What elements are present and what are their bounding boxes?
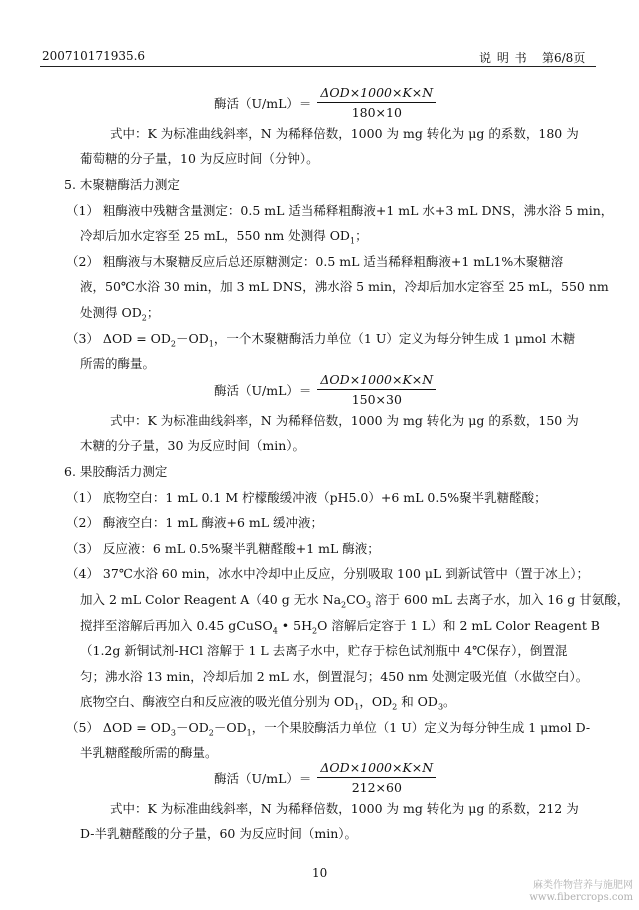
section-6-step-4-line-4: （1.2g 新铜试剂-HCl 溶解于 1 L 去离子水中，贮存于棕色试剂瓶中 4℃保存），倒置混 <box>80 643 568 658</box>
fraction-bar <box>317 102 436 103</box>
formula-denominator: 212×60 <box>351 780 402 795</box>
note-2-line-1: 式中：K 为标准曲线斜率，N 为稀释倍数，1000 为 mg 转化为 μg 的系数，150 为 <box>110 413 579 428</box>
watermark-site-name: 麻类作物营养与施肥网 <box>533 880 633 891</box>
section-6-step-4-line-1: （4） 37℃水浴 60 min，冰水中冷却中止反应，分别吸取 100 μL 到新试管中（置于冰上）； <box>66 566 590 581</box>
section-6-step-3: （3） 反应液：6 mL 0.5%聚半乳糖醛酸+1 mL 酶液； <box>66 541 380 556</box>
formula-denominator: 180×10 <box>351 105 402 120</box>
section-6-step-4-line-6: 底物空白、酶液空白和反应液的吸光值分别为 $OD_1$，$OD_2$ 和 $OD_3$。 <box>80 694 456 712</box>
note-2-line-2: 木糖的分子量，30 为反应时间（min）。 <box>80 438 306 453</box>
watermark-url: www.fibercrops.com <box>529 892 633 903</box>
enzyme-activity-formula-1 <box>214 85 436 120</box>
section-5-step-2-line-2: 液，50℃水浴 30 min，加 3 mL DNS，沸水浴 5 min，冷却后加水定容至 25 mL，550 nm <box>80 279 609 294</box>
formula-denominator: 150×30 <box>351 392 402 407</box>
page-number: 10 <box>312 866 328 880</box>
enzyme-activity-formula-3 <box>214 760 436 795</box>
section-5-step-3-line-1: （3） $\Delta OD = OD_2-OD_1$，一个木聚糖酶活力单位（1 U）定义为每分钟生成 1 μmol 木糖 <box>66 331 576 349</box>
section-6-step-2: （2） 酶液空白：1 mL 酶液+6 mL 缓冲液； <box>66 515 324 530</box>
fraction-bar <box>317 389 436 390</box>
formula-label: 酶活（U/mL）＝ <box>214 770 312 786</box>
formula-fraction <box>317 85 436 120</box>
section-6-title: 6. 果胶酶活力测定 <box>64 464 168 479</box>
note-1-line-2: 葡萄糖的分子量，10 为反应时间（分钟）。 <box>80 151 319 166</box>
formula-numerator: ΔOD×1000×K×N <box>320 85 434 100</box>
enzyme-activity-formula-2 <box>214 372 436 407</box>
note-1-line-1: 式中：K 为标准曲线斜率，N 为稀释倍数，1000 为 mg 转化为 μg 的系数，180 为 <box>110 126 579 141</box>
section-5-title: 5. 木聚糖酶活力测定 <box>64 177 180 192</box>
section-5-step-1-line-1: （1） 粗酶液中残糖含量测定：0.5 mL 适当稀释粗酶液+1 mL 水+3 mL DNS，沸水浴 5 min， <box>66 203 614 218</box>
document-id: 200710171935.6 <box>42 49 146 63</box>
note-3-line-2: D-半乳糖醛酸的分子量，60 为反应时间（min）。 <box>80 826 358 841</box>
fraction-bar <box>317 777 436 778</box>
document-type: 说 明 书 <box>479 51 528 65</box>
section-5-step-2-line-3: 处测得 $OD_2$； <box>80 305 160 323</box>
section-5-step-1-line-2: 冷却后加水定容至 25 mL，550 nm 处测得 $OD_1$； <box>80 228 368 246</box>
site-watermark <box>529 880 633 904</box>
page-indicator: 第6/8页 <box>542 51 586 65</box>
formula-numerator: ΔOD×1000×K×N <box>320 372 434 387</box>
formula-fraction <box>317 760 436 795</box>
formula-label: 酶活（U/mL）＝ <box>214 382 312 398</box>
section-6-step-1: （1） 底物空白：1 mL 0.1 M 柠檬酸缓冲液（pH5.0）+6 mL 0.5%聚半乳糖醛酸； <box>66 490 547 505</box>
section-6-step-4-line-2: 加入 2 mL Color Reagent A（40 g 无水 $Na_2CO_3$ 溶于 600 mL 去离子水，加入 16 g 甘氨酸， <box>80 592 630 610</box>
formula-numerator: ΔOD×1000×K×N <box>320 760 434 775</box>
formula-label: 酶活（U/mL）＝ <box>214 95 312 111</box>
note-3-line-1: 式中：K 为标准曲线斜率，N 为稀释倍数，1000 为 mg 转化为 μg 的系数，212 为 <box>110 801 579 816</box>
section-5-step-3-line-2: 所需的酶量。 <box>80 356 156 371</box>
section-6-step-5-line-1: （5） $\Delta OD = OD_3-OD_2-OD_1$，一个果胶酶活力单位（1 U）定义为每分钟生成 1 μmol D- <box>66 720 591 738</box>
section-5-step-2-line-1: （2） 粗酶液与木聚糖反应后总还原糖测定：0.5 mL 适当稀释粗酶液+1 mL1%木聚糖溶 <box>66 254 564 269</box>
section-6-step-5-line-2: 半乳糖醛酸所需的酶量。 <box>80 745 218 760</box>
section-6-step-4-line-5: 匀；沸水浴 13 min，冷却后加 2 mL 水，倒置混匀；450 nm 处测定吸光值（水做空白）。 <box>80 669 589 684</box>
section-6-step-4-line-3: 搅拌至溶解后再加入 0.45 gCuSO$_4$ • $5H_2O$ 溶解后定容于 1 L）和 2 mL Color Reagent B <box>80 618 600 636</box>
formula-fraction <box>317 372 436 407</box>
header-rule <box>40 66 596 67</box>
